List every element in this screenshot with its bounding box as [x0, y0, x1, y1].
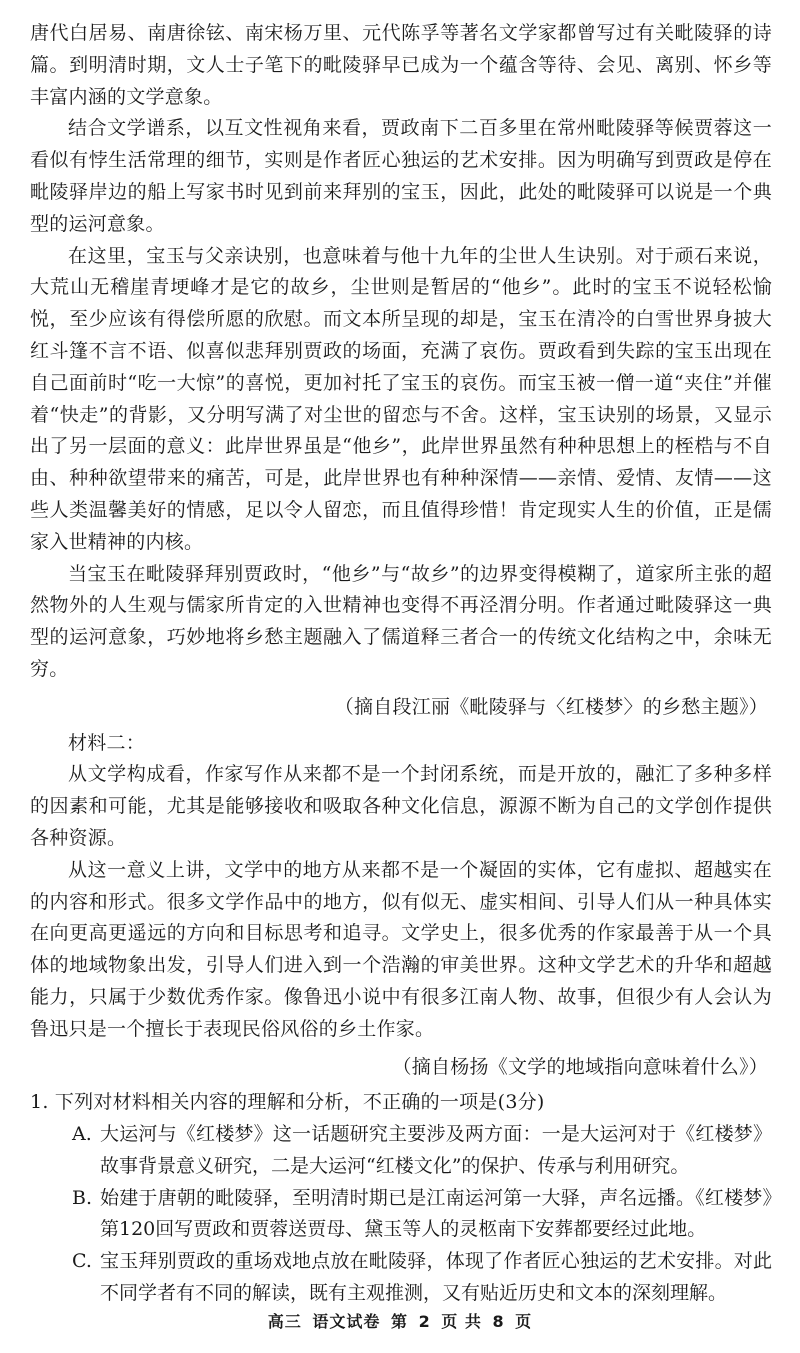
page-content — [30, 18, 772, 1310]
option-letter: A. — [72, 1123, 92, 1146]
paragraph-2: 结合文学谱系，以互文性视角来看，贾政南下二百多里在常州毗陵驿等候贾蓉这一看似有悖生活常理的细节，实则是作者匠心独运的艺术安排。因为明确写到贾政是停在毗陵驿岸边的船上写家书时见到前来拜别的宝玉，因此，此处的毗陵驿可以说是一个典型的运河意象。 — [30, 117, 772, 235]
option-text: 大运河与《红楼梦》这一话题研究主要涉及两方面：一是大运河对于《红楼梦》故事背景意义研究，二是大运河“红楼文化”的保护、传承与利用研究。 — [100, 1123, 772, 1177]
footer-grade: 高三 — [267, 1312, 302, 1331]
footer-subject: 语文试卷 — [312, 1312, 381, 1331]
paragraph-1: 唐代白居易、南唐徐铉、南宋杨万里、元代陈孚等著名文学家都曾写过有关毗陵驿的诗篇。到明清时期，文人士子笔下的毗陵驿早已成为一个蕴含等待、会见、离别、怀乡等丰富内涵的文学意象。 — [30, 22, 772, 108]
option-a — [72, 1119, 772, 1183]
option-text: 始建于唐朝的毗陵驿，至明清时期已是江南运河第一大驿，声名远播。《红楼梦》第120回写贾政和贾蓉送贾母、黛玉等人的灵柩南下安葬都要经过此地。 — [100, 1186, 772, 1241]
paragraph-6: 从这一意义上讲，文学中的地方从来都不是一个凝固的实体，它有虚拟、超越实在的内容和形式。很多文学作品中的地方，似有似无、虚实相间、引导人们从一种具体实在向更高更遥远的方向和目标思考和追寻。文学史上，很多优秀的作家最善于从一个具体的地域物象出发，引导人们进入到一个浩瀚的审美世界。这种文学艺术的升华和超越能力，只属于少数优秀作家。像鲁迅小说中有很多江南人物、故事，但很少有人会认为鲁迅只是一个擅长于表现民俗风俗的乡土作家。 — [30, 858, 772, 1040]
page-footer — [0, 1309, 800, 1332]
footer-page-middle: 页 共 — [441, 1312, 482, 1331]
footer-page-number: 2 — [418, 1312, 431, 1331]
source-citation-1: （摘自段江丽《毗陵驿与〈红楼梦〉的乡愁主题》） — [334, 695, 768, 718]
material-two-heading: 材料二： — [68, 731, 146, 754]
question-stem: 1. 下列对材料相关内容的理解和分析，不正确的一项是(3分) — [30, 1091, 545, 1114]
option-letter: B. — [72, 1186, 93, 1209]
paragraph-5: 从文学构成看，作家写作从来都不是一个封闭系统，而是开放的，融汇了多种多样的因素和可能，尤其是能够接收和吸取各种文化信息，源源不断为自己的文学创作提供各种资源。 — [30, 763, 772, 849]
option-text: 宝玉拜别贾政的重场戏地点放在毗陵驿，体现了作者匠心独运的艺术安排。对此不同学者有不同的解读，既有主观推测，又有贴近历史和文本的深刻理解。 — [100, 1250, 772, 1305]
footer-page-prefix: 第 — [390, 1312, 408, 1331]
option-c — [72, 1246, 772, 1310]
paragraph-4: 当宝玉在毗陵驿拜别贾政时，“他乡”与“故乡”的边界变得模糊了，道家所主张的超然物外的人生观与儒家所肯定的入世精神也变得不再泾渭分明。作者通过毗陵驿这一典型的运河意象，巧妙地将乡愁主题融入了儒道释三者合一的传统文化结构之中，余味无穷。 — [30, 562, 772, 680]
source-citation-2: （摘自杨扬《文学的地域指向意味着什么》） — [392, 1055, 768, 1078]
footer-page-suffix: 页 — [515, 1312, 533, 1331]
paragraph-3: 在这里，宝玉与父亲诀别，也意味着与他十九年的尘世人生诀别。对于顽石来说，大荒山无稽崖青埂峰才是它的故乡，尘世则是暂居的“他乡”。此时的宝玉不说轻松愉悦，至少应该有得偿所愿的欣慰。而文本所呈现的却是，宝玉在清冷的白雪世界身披大红斗篷不言不语、似喜似悲拜别贾政的场面，充满了哀伤。贾政看到失踪的宝玉出现在自己面前时“吃一大惊”的喜悦，更加衬托了宝玉的哀伤。而宝玉被一僧一道“夹住”并催着“快走”的背影，又分明写满了对尘世的留恋与不舍。这样，宝玉诀别的场景，又显示出了另一层面的意义：此岸世界虽是“他乡”，此岸世界虽然有种种思想上的桎梏与不自由、种种欲望带来的痛苦，可是，此岸世界也有种种深情——亲情、爱情、友情——这些人类温馨美好的情感，足以令人留恋，而且值得珍惜！肯定现实人生的价值，正是儒家入世精神的内核。 — [30, 244, 772, 553]
question-options — [72, 1119, 772, 1310]
option-letter: C. — [72, 1250, 92, 1273]
option-b — [72, 1183, 772, 1247]
footer-total-pages: 8 — [492, 1312, 505, 1331]
